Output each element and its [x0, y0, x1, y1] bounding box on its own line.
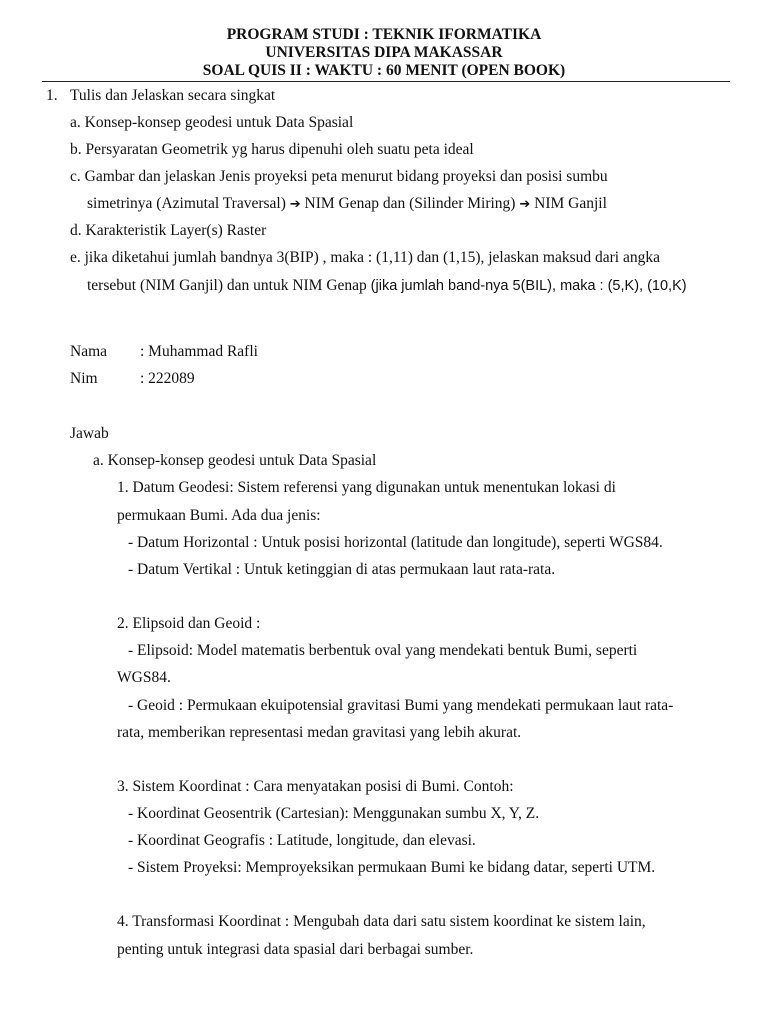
- arrow-right-icon: ➔: [289, 197, 301, 212]
- header-program-studi: PROGRAM STUDI : TEKNIK IFORMATIKA: [226, 26, 542, 43]
- arrow-right-icon: ➔: [519, 197, 531, 212]
- question-item-c-line2: [87, 194, 607, 215]
- answer-p2-line1: 2. Elipsoid dan Geoid :: [117, 615, 261, 632]
- name-value: : Muhammad Rafli: [140, 343, 258, 360]
- answer-heading: Jawab: [70, 425, 109, 442]
- question-item-e-line1: e. jika diketahui jumlah bandnya 3(BIP) , maka : (1,11) dan (1,15), jelaskan maksud dari angka: [70, 249, 660, 266]
- projection-azimutal: simetrinya (Azimutal Traversal): [87, 195, 286, 212]
- answer-p3-line4: - Sistem Proyeksi: Memproyeksikan permukaan Bumi ke bidang datar, seperti UTM.: [128, 859, 656, 876]
- answer-p4-line2: penting untuk integrasi data spasial dari berbagai sumber.: [117, 941, 474, 958]
- nim-label: Nim: [70, 370, 98, 387]
- document-header: [0, 26, 768, 80]
- answer-p4-line1: 4. Transformasi Koordinat : Mengubah data dari satu sistem koordinat ke sistem lain,: [117, 913, 646, 930]
- question-item-a: a. Konsep-konsep geodesi untuk Data Spasial: [70, 114, 354, 131]
- header-university: UNIVERSITAS DIPA MAKASSAR: [265, 44, 503, 61]
- answer-p1-line3: - Datum Horizontal : Untuk posisi horizontal (latitude dan longitude), seperti WGS84.: [128, 534, 663, 551]
- header-divider: [42, 81, 730, 82]
- question-item-e-part1: tersebut (NIM Ganjil) dan untuk NIM Genap: [87, 277, 371, 294]
- question-item-d: d. Karakteristik Layer(s) Raster: [70, 222, 267, 239]
- nim-ganjil-text: NIM Ganjil: [534, 195, 607, 212]
- header-quiz-info: SOAL QUIS II : WAKTU : 60 MENIT (OPEN BOOK): [202, 62, 566, 79]
- answer-p3-line2: - Koordinat Geosentrik (Cartesian): Menggunakan sumbu X, Y, Z.: [128, 805, 540, 822]
- nim-row: [70, 369, 195, 389]
- question-item-c-line1: c. Gambar dan jelaskan Jenis proyeksi peta menurut bidang proyeksi dan posisi sumbu: [70, 168, 608, 185]
- answer-p2-line4: - Geoid : Permukaan ekuipotensial gravitasi Bumi yang mendekati permukaan laut rata-: [128, 697, 674, 714]
- question-intro: Tulis dan Jelaskan secara singkat: [70, 87, 276, 104]
- name-label: Nama: [70, 343, 108, 360]
- question-item-e-line2: [87, 276, 687, 296]
- projection-silinder: NIM Genap dan (Silinder Miring): [304, 195, 516, 212]
- answer-p1-line2: permukaan Bumi. Ada dua jenis:: [117, 507, 321, 524]
- answer-p2-line3: WGS84.: [117, 669, 171, 686]
- name-row: [70, 342, 258, 362]
- nim-value: : 222089: [140, 370, 195, 387]
- question-number: 1.: [46, 87, 58, 104]
- answer-p1-line4: - Datum Vertikal : Untuk ketinggian di atas permukaan laut rata-rata.: [128, 561, 556, 578]
- answer-p2-line2: - Elipsoid: Model matematis berbentuk oval yang mendekati bentuk Bumi, seperti: [128, 642, 638, 659]
- answer-a-title: a. Konsep-konsep geodesi untuk Data Spasial: [93, 452, 377, 469]
- question-item-b: b. Persyaratan Geometrik yg harus dipenuhi oleh suatu peta ideal: [70, 141, 474, 158]
- answer-p3-line1: 3. Sistem Koordinat : Cara menyatakan posisi di Bumi. Contoh:: [117, 778, 514, 795]
- answer-p3-line3: - Koordinat Geografis : Latitude, longitude, dan elevasi.: [128, 832, 476, 849]
- answer-p1-line1: 1. Datum Geodesi: Sistem referensi yang digunakan untuk menentukan lokasi di: [117, 479, 616, 496]
- question-item-e-part2: (jika jumlah band-nya 5(BIL), maka : (5,K), (10,K): [370, 278, 687, 294]
- answer-p2-line5: rata, memberikan representasi medan gravitasi yang lebih akurat.: [117, 724, 522, 741]
